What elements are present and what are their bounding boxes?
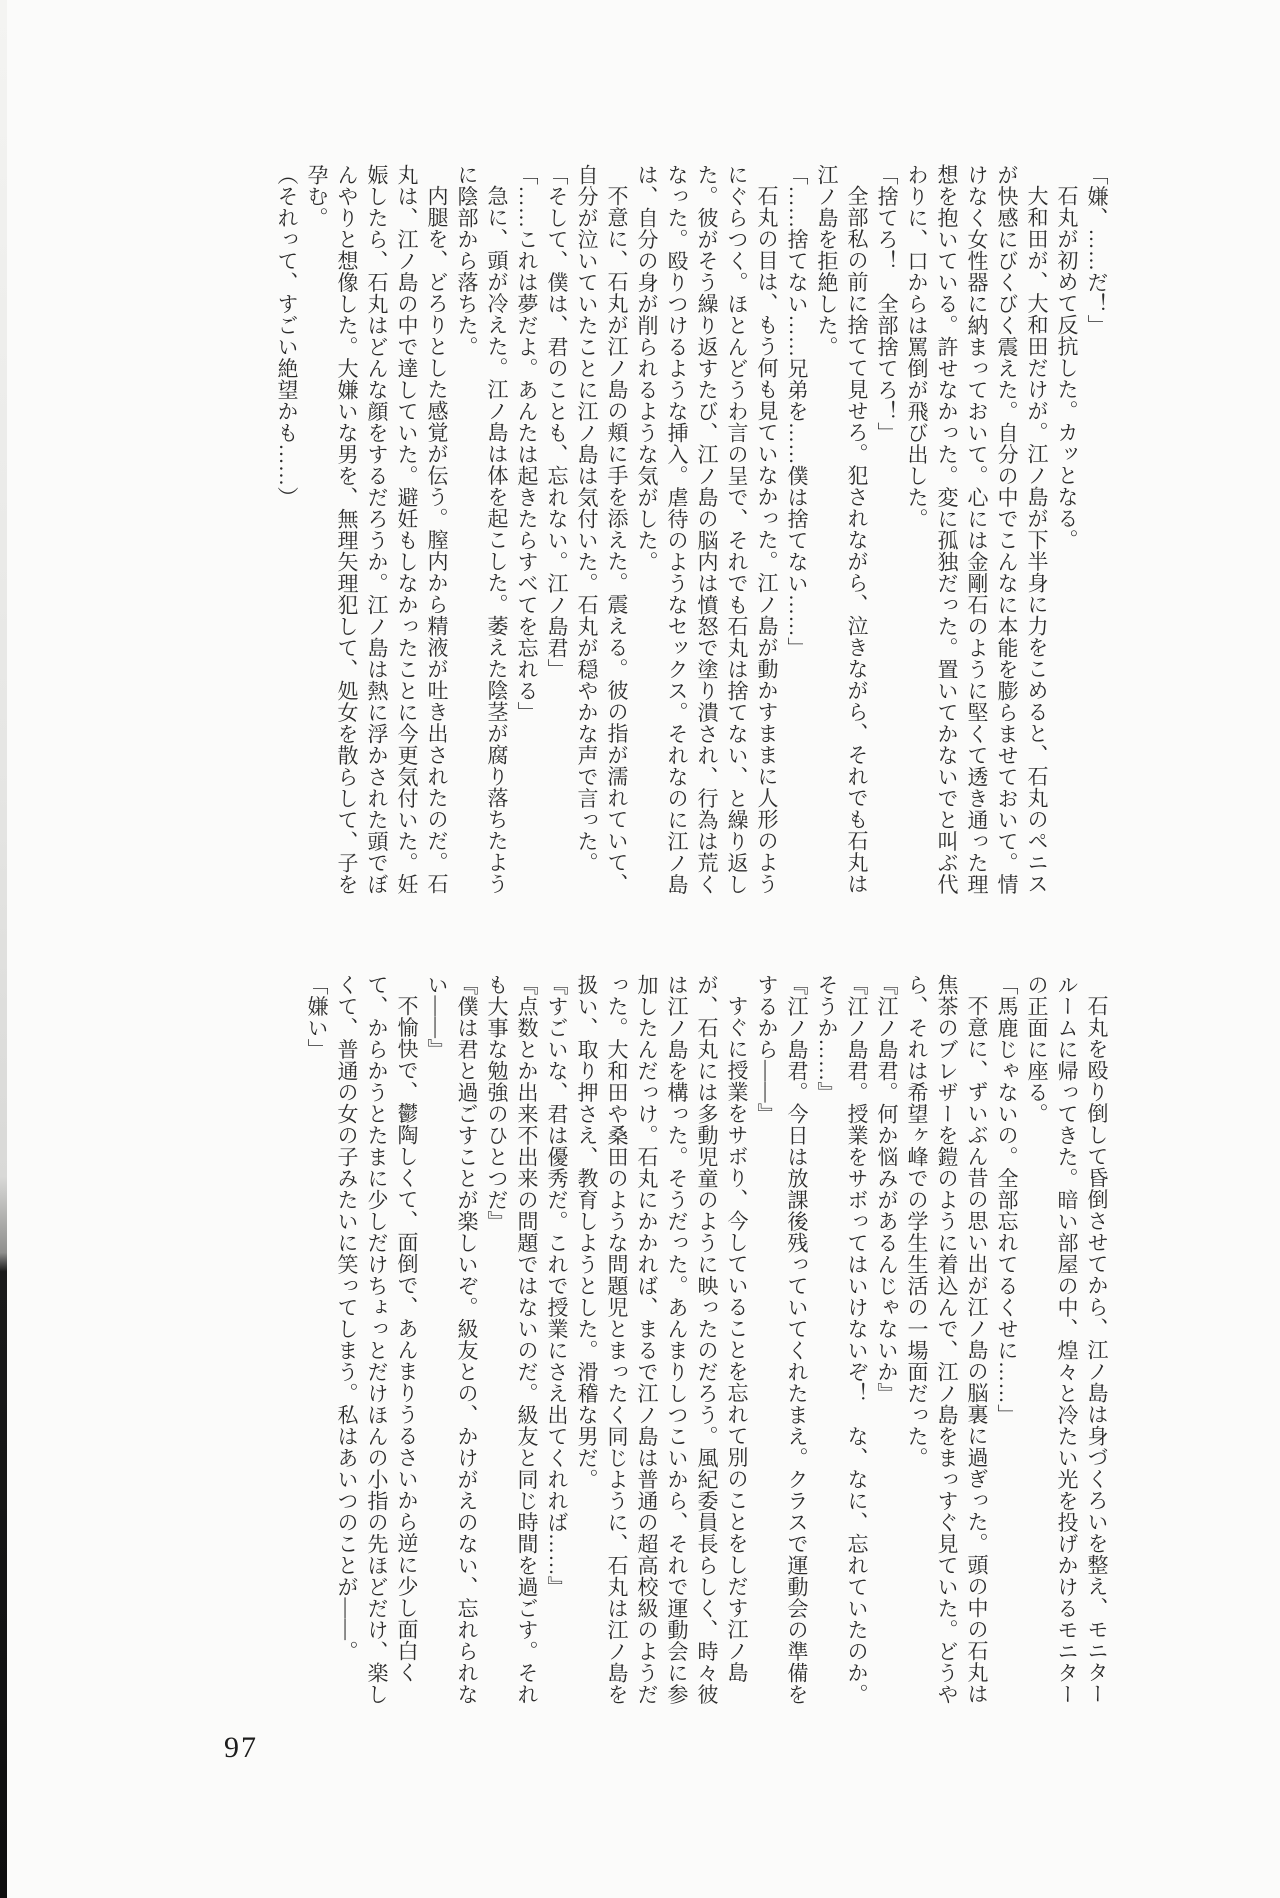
paragraph: 不意に、石丸が江ノ島の頬に手を添えた。震える。彼の指が濡れていて、自分が泣いていたことに江ノ島は気付いた。石丸が穏やかな声で言った。: [575, 164, 629, 895]
paragraph: 『江ノ島君。授業をサボってはいけないぞ！ な、なに、忘れていたのか。そうか……』: [815, 974, 869, 1705]
paragraph: 『すごいな、君は優秀だ。これで授業にさえ出てくれれば……』: [545, 974, 569, 1598]
paragraph: すぐに授業をサボり、今していることを忘れて別のことをしだす江ノ島が、石丸には多動児童のように映ったのだろう。風紀委員長らしく、時々彼は江ノ島を構った。そうだった。あんまりしつこいから、それで運動会に参加したんだっけ。石丸にかかれば、まるで江ノ島は普通の超高校級のようだった。大和田や桑田のような問題児とまったく同じように、石丸は江ノ島を扱い、取り押さえ、教育しようとした。滑稽な男だ。: [575, 974, 749, 1705]
paragraph: 不愉快で、鬱陶しくて、面倒で、あんまりうるさいから逆に少し面白くて、からかうとたまに少しだけちょっとだけほんの小指の先ほどだけ、楽しくて、普通の女の子みたいに笑ってしまう。私はあいつのことが――。: [335, 974, 419, 1705]
paragraph: 「……これは夢だよ。あんたは起きたらすべてを忘れる」: [515, 164, 539, 723]
paragraph: 「嫌、……だ！」: [1085, 164, 1109, 336]
text-block-bottom: [302, 974, 1112, 1710]
paragraph: 「そして、僕は、君のことも、忘れない。江ノ島君」: [545, 164, 569, 680]
paragraph: 「捨てろ！ 全部捨てろ！」: [875, 164, 899, 444]
text-block-top: [272, 164, 1112, 900]
page-number: 97: [224, 1731, 258, 1764]
paragraph: 『点数とか出来不出来の問題ではないのだ。級友と同じ時間を過ごす。それも大事な勉強のひとつだ』: [485, 974, 539, 1705]
paragraph: （それって、すごい絶望かも……）: [275, 164, 299, 508]
paragraph: 石丸が初めて反抗した。カッとなる。: [1055, 185, 1079, 551]
paragraph: 不意に、ずいぶん昔の思い出が江ノ島の脳裏に過ぎった。頭の中の石丸は焦茶のブレザーを鎧のように着込んで、江ノ島をまっすぐ見ていた。どうやら、それは希望ヶ峰での学生生活の一場面だった。: [905, 974, 989, 1705]
paragraph: 『江ノ島君。今日は放課後残っていてくれたまえ。クラスで運動会の準備をするから――』: [755, 974, 809, 1705]
paragraph: 石丸を殴り倒して昏倒させてから、江ノ島は身づくろいを整え、モニタールームに帰ってきた。暗い部屋の中、煌々と冷たい光を投げかけるモニターの正面に座る。: [1025, 974, 1109, 1705]
paragraph: 「嫌い」: [305, 974, 329, 1060]
paragraph: 石丸の目は、もう何も見ていなかった。江ノ島が動かすままに人形のようにぐらつく。ほとんどうわ言の呈で、それでも石丸は捨てない、と繰り返した。彼がそう繰り返すたび、江ノ島の脳内は憤怒で塗り潰され、行為は荒くなった。殴りつけるような挿入。虐待のようなセックス。それなのに江ノ島は、自分の身が削られるような気がした。: [635, 164, 779, 895]
paragraph: 「馬鹿じゃないの。全部忘れてるくせに……」: [995, 974, 1019, 1426]
paragraph: 『僕は君と過ごすことが楽しいぞ。級友との、かけがえのない、忘れられない――』: [425, 974, 479, 1705]
paragraph: 内腿を、どろりとした感覚が伝う。膣内から精液が吐き出されたのだ。石丸は、江ノ島の中で達していた。避妊もしなかったことに今更気付いた。妊娠したら、石丸はどんな顔をするだろうか。江ノ島は熱に浮かされた頭でぼんやりと想像した。大嫌いな男を、無理矢理犯して、処女を散らして、子を孕む。: [305, 164, 449, 895]
paragraph: 急に、頭が冷えた。江ノ島は体を起こした。萎えた陰茎が腐り落ちたように陰部から落ちた。: [455, 164, 509, 895]
paragraph: 全部私の前に捨てて見せろ。犯されながら、泣きながら、それでも石丸は江ノ島を拒絶した。: [815, 164, 869, 895]
scan-edge-artifact: [0, 0, 7, 1898]
paragraph: 「……捨てない……兄弟を……僕は捨てない……」: [785, 164, 809, 659]
paragraph: 『江ノ島君。何か悩みがあるんじゃないか』: [875, 974, 899, 1404]
paragraph: 大和田が、大和田だけが。江ノ島が下半身に力をこめると、石丸のペニスが快感にびくびく震えた。自分の中でこんなに本能を膨らませておいて。情けなく女性器に納まっておいて。心には金剛石のように堅くて透き通った理想を抱いている。許せなかった。変に孤独だった。置いてかないでと叫ぶ代わりに、口からは罵倒が飛び出した。: [905, 164, 1049, 895]
